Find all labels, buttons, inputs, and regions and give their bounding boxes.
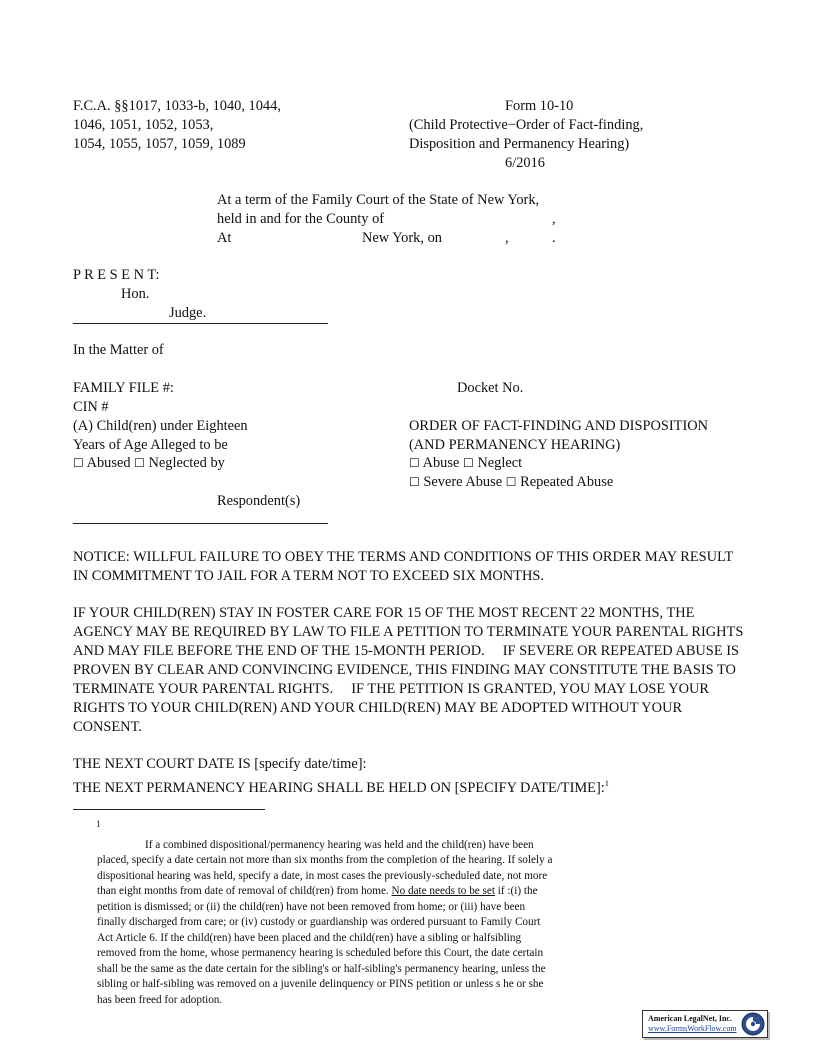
neglect-label: Neglect [477,455,523,471]
logo-url-link[interactable]: www.FormsWorkFlow.com [648,1024,737,1033]
caption-top-rule [73,323,328,324]
footnote-line-8: removed from the home, whose permanency hearing is scheduled before this Court, the date certain [97,947,544,959]
severe-repeated-row [409,473,613,492]
abused-label: Abused [86,455,131,471]
respondents-label: Respondent(s) [217,493,301,509]
abuse-checkbox[interactable]: ☐ [409,456,420,470]
form-description-line-1: (Child Protective−Order of Fact-finding, [409,117,644,133]
footnote-line-6: finally discharged from care; or (iv) custody or guardianship was ordered pursuant to Family Court [97,916,541,928]
footnote-line-7: Act Article 6. If the child(ren) have been placed and the child(ren) have a sibling or halfsibling [97,932,522,944]
court-at-label: At [217,230,232,246]
footnote-line-4-post: if :(i) the [494,885,538,897]
court-date-period: . [552,230,556,246]
statute-line-1: F.C.A. §§1017, 1033-b, 1040, 1044, [73,98,281,114]
in-the-matter-of: In the Matter of [73,342,164,358]
repeated-abuse-checkbox[interactable]: ☐ [505,475,517,489]
abused-checkbox[interactable]: ☐ [73,456,84,470]
court-term-line-1: At a term of the Family Court of the State of New York, [217,192,540,208]
next-permanency-hearing [73,774,609,797]
footnote-line-2: placed, specify a date certain not more than six months from the completion of the hearing. If solely a [97,854,553,866]
footnote-line-1: If a combined dispositional/permanency hearing was held and the child(ren) have been [145,839,534,851]
hon-label: Hon. [121,286,150,302]
present-label: P R E S E N T: [73,267,160,283]
severe-abuse-checkbox[interactable]: ☐ [409,475,420,489]
form-number: Form 10-10 [505,98,574,114]
next-permanency-text: THE NEXT PERMANENCY HEARING SHALL BE HELD ON [SPECIFY DATE/TIME]: [73,779,605,796]
neglected-checkbox[interactable]: ☐ [134,456,145,470]
docket-label: Docket No. [457,380,524,396]
form-date: 6/2016 [505,155,545,171]
foster-notice-line-5: TERMINATE YOUR PARENTAL RIGHTS. IF THE PETITION IS GRANTED, YOU MAY LOSE YOUR [73,681,710,697]
footnote-line-10: sibling or half-sibling was removed on a juvenile delinquency or PINS petition or unless s he or she [97,978,544,990]
foster-notice-line-7: CONSENT. [73,719,142,735]
footnote-no-date-underlined: No date needs to be set [391,885,495,897]
footnote-number: 1 [96,819,101,829]
foster-notice-line-4: PROVEN BY CLEAR AND CONVINCING EVIDENCE, THIS FINDING MAY CONSTITUTE THE BASIS TO [73,662,736,678]
court-county-comma: , [552,211,556,227]
footnote-line-11: has been freed for adoption. [97,994,223,1006]
statute-line-3: 1054, 1055, 1057, 1059, 1089 [73,136,246,152]
footnote-line-3: dispositional hearing was held, specify a date, in most cases the previously-scheduled date, not more [97,870,548,882]
american-legalnet-logo[interactable] [642,1010,768,1038]
logo-company-name: American LegalNet, Inc. [648,1014,732,1023]
family-file-label: FAMILY FILE #: [73,380,174,396]
footnote-line-4-pre: than eight months from date of removal of child(ren) from home. [97,885,392,897]
repeated-abuse-label: Repeated Abuse [520,474,614,490]
logo-seal-icon [741,1012,765,1036]
neglected-by-label: Neglected by [148,455,225,471]
court-date-comma: , [505,230,509,246]
statute-line-2: 1046, 1051, 1052, 1053, [73,117,214,133]
footnote-line-9: shall be the same as the date certain for the sibling's or half-sibling's permanency hearing, unless the [97,963,546,975]
abuse-neglect-row [409,454,522,473]
footnote-reference: 1 [604,778,610,788]
child-line-1: (A) Child(ren) under Eighteen [73,418,248,434]
order-title-line-2: (AND PERMANENCY HEARING) [409,437,621,453]
judge-label: Judge. [169,305,207,321]
severe-abuse-label: Severe Abuse [423,474,503,490]
foster-notice-line-6: RIGHTS TO YOUR CHILD(REN) AND YOUR CHILD(REN) MAY BE ADOPTED WITHOUT YOUR [73,700,683,716]
court-newyork-on: New York, on [362,230,442,246]
foster-notice-line-1: IF YOUR CHILD(REN) STAY IN FOSTER CARE FOR 15 OF THE MOST RECENT 22 MONTHS, THE [73,605,695,621]
notice-line-2: IN COMMITMENT TO JAIL FOR A TERM NOT TO EXCEED SIX MONTHS. [73,568,544,584]
order-title-line-1: ORDER OF FACT-FINDING AND DISPOSITION [409,418,709,434]
footnote-separator [73,809,265,810]
court-county-label: held in and for the County of [217,211,385,227]
notice-line-1: NOTICE: WILLFUL FAILURE TO OBEY THE TERMS AND CONDITIONS OF THIS ORDER MAY RESULT [73,549,734,565]
cin-label: CIN # [73,399,109,415]
abuse-label: Abuse [422,455,460,471]
form-description-line-2: Disposition and Permanency Hearing) [409,136,630,152]
neglect-checkbox[interactable]: ☐ [462,456,474,470]
abused-neglected-row [73,454,225,473]
foster-notice-line-3: AND MAY FILE BEFORE THE END OF THE 15-MONTH PERIOD. IF SEVERE OR REPEATED ABUSE IS [73,643,739,659]
footnote-line-4 [97,884,538,900]
foster-notice-line-2: AGENCY MAY BE REQUIRED BY LAW TO FILE A PETITION TO TERMINATE YOUR PARENTAL RIGHTS [73,624,744,640]
next-court-date: THE NEXT COURT DATE IS [specify date/time]: [73,756,367,772]
child-line-2: Years of Age Alleged to be [73,437,228,453]
footnote-line-5: petition is dismissed; or (ii) the child(ren) have not been removed from home; or (iii) have been [97,901,526,913]
caption-bottom-rule [73,523,328,524]
